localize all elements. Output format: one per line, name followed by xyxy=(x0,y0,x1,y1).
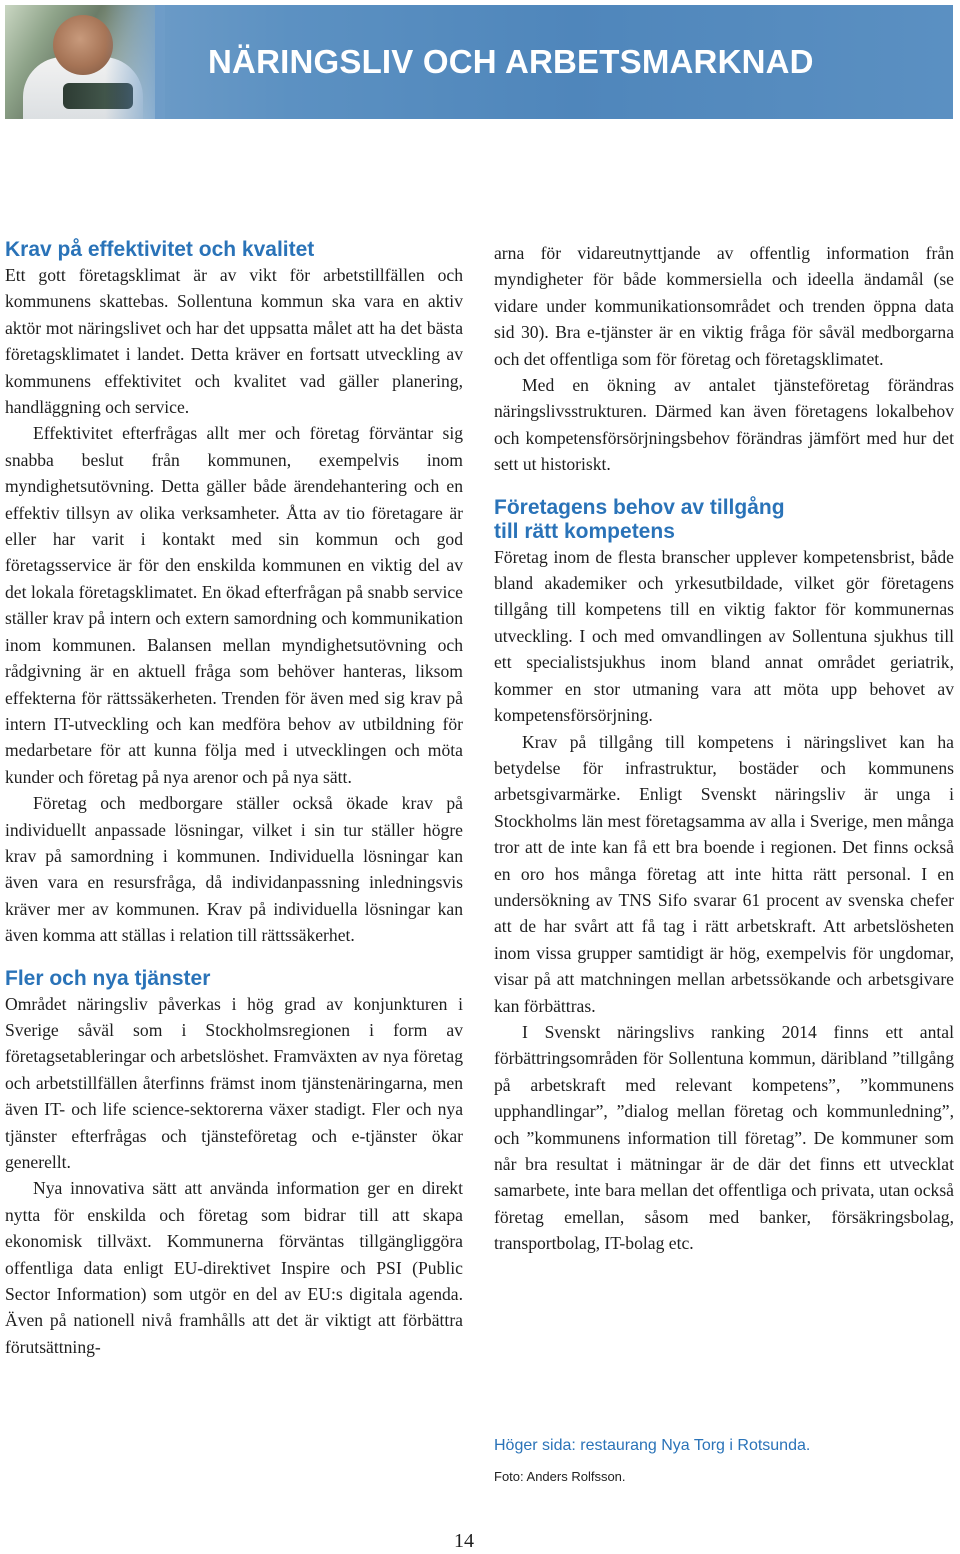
header-photo xyxy=(5,5,155,119)
body-paragraph: Ett gott företagsklimat är av vikt för arbetstillfällen och kommunens skattebas. Sollentuna kommun ska vara en aktiv aktör mot näringslivet och har det uppsatta målet att ha det bästa företagsklimatet i landet. Detta kräver en fortsatt utveckling av kommunens effektivitet och kvalitet vad gäller planering, handläggning och service. xyxy=(5,265,463,418)
page-number: 14 xyxy=(454,1530,474,1552)
section-heading: Krav på effektivitet och kvalitet xyxy=(5,238,315,261)
left-column xyxy=(5,238,463,1360)
body-paragraph: Effektivitet efterfrågas allt mer och företag förväntar sig snabba beslut från kommunen, exempelvis inom myndighetsutövning. Detta gäller både ärendehantering och en effektiv tillsyn av olika verksamheter. Åtta av tio företagare är eller har varit i kontakt med sin kommun och god företagsservice är för den enskilda kommunen en viktig del av det lokala företagsklimatet. En ökad efterfrågan på snabb service ställer krav på intern och extern samordning och kommunikation inom kommunen. Balansen mellan myndighetsutövning och rådgivning är en aktuell fråga som behöver hanteras, liksom effekterna för rättssäkerheten. Trenden för även med sig krav på intern IT-utveckling och kan medföra behov av utbildning för medarbetare för att kunna följa med i utvecklingen och möta kunder och företag på nya arenor och på nya sätt. xyxy=(5,423,463,787)
header-banner xyxy=(5,5,953,119)
section-heading: Företagens behov av tillgång xyxy=(494,495,785,519)
body-paragraph: Med en ökning av antalet tjänsteföretag förändras näringslivsstrukturen. Därmed kan även företagens lokalbehov och kompetensförsörjningsbehov förändras jämfört med hur det sett ut historiskt. xyxy=(494,375,954,475)
photo-credit: Foto: Anders Rolfsson. xyxy=(494,1469,626,1484)
section-heading-line2: till rätt kompetens xyxy=(494,519,675,543)
body-paragraph: Krav på tillgång till kompetens i näringslivet kan ha betydelse för infrastruktur, bostäder och kommunens arbetsgivarmärke. Enligt Svenskt näringsliv är unga i Stockholms län mest företagsamma av alla i Sverige, men många tror att de inte kan få ett bra boende i regionen. Det finns också en oro hos många företag att inte hitta rätt personal. I en undersökning av TNS Sifo svarar 61 procent av svenska chefer att de har svårt att få tag i rätt arbetskraft. Att arbetslösheten inom vissa grupper samtidigt är hög, exempelvis för ungdomar, visar på att matchningen mellan arbetssökande och arbetsgivare kan förbättras. xyxy=(494,731,954,1016)
body-paragraph: Företag inom de flesta branscher upplever kompetensbrist, både bland akademiker och yrkesutbildade, vilket gör företagens tillgång till kompetens till en viktig faktor för kommunernas utveckling. I och med omvandlingen av Sollentuna sjukhus till ett specialistsjukhus inom bland annat området geriatrik, kommer en stor utmaning vara att möta upp behovet av kompetensförsörjning. xyxy=(494,546,954,726)
page-title: NÄRINGSLIV OCH ARBETSMARKNAD xyxy=(208,43,814,80)
section-heading: Fler och nya tjänster xyxy=(5,966,211,990)
body-paragraph: Företag och medborgare ställer också ökade krav på individuellt anpassade lösningar, vilket i sin tur ställer högre krav på samordning i kommunen. Individuella lösningar kan även vara en resursfråga, då individanpassning inledningsvis kräver mer av kommunen. Krav på individuella lösningar kan även komma att ställas i relation till rättssäkerhet. xyxy=(5,793,463,946)
body-paragraph: Området näringsliv påverkas i hög grad av konjunkturen i Sverige såväl som i Stockholmsregionen i form av företagsetableringar och arbetslöshet. Framväxten av nya företag och arbetstillfällen återfinns främst inom tjänstenäringarna, men även IT- och life science-sektorerna växer stadigt. Fler och nya tjänster efterfrågas och tjänsteföretag och e-tjänster ökar generellt. xyxy=(5,993,463,1172)
right-column xyxy=(494,240,954,1257)
body-paragraph: arna för vidareutnyttjande av offentlig information från myndigheter för både kommersiella och ideella ändamål (se vidare under kommunikationsområdet och trenden öppna data sid 30). Bra e-tjänster är en viktig fråga för såväl medborgarna och det offentliga som för företag och företagsklimatet. xyxy=(494,243,954,369)
body-paragraph: I Svenskt näringslivs ranking 2014 finns ett antal förbättringsområden för Sollentuna kommun, däribland ”tillgång på arbetskraft med relevant kompetens”, ”kommunens upphandlingar”, ”dialog mellan företag och kommunledning”, och ”kommunens information till företag”. De kommuner som når bra resultat i mätningar är de där det finns ett utvecklat samarbete, inte bara mellan det offentliga och privata, utan också företag emellan, såsom med banker, försäkringsbolag, transportbolag, IT-bolag etc. xyxy=(494,1021,954,1254)
body-paragraph: Nya innovativa sätt att använda information ger en direkt nytta för enskilda och företag som bidrar till att skapa ekonomisk tillväxt. Kommunerna förväntas tillgängliggöra offentliga data enligt EU-direktivet Inspire och PSI (Public Sector Information) som utgör en del av EU:s digitala agenda. Även på nationell nivå framhålls att det är viktigt att förbättra förutsättning- xyxy=(5,1178,463,1357)
photo-caption: Höger sida: restaurang Nya Torg i Rotsunda. xyxy=(494,1437,811,1454)
photo-person-head xyxy=(53,15,113,75)
